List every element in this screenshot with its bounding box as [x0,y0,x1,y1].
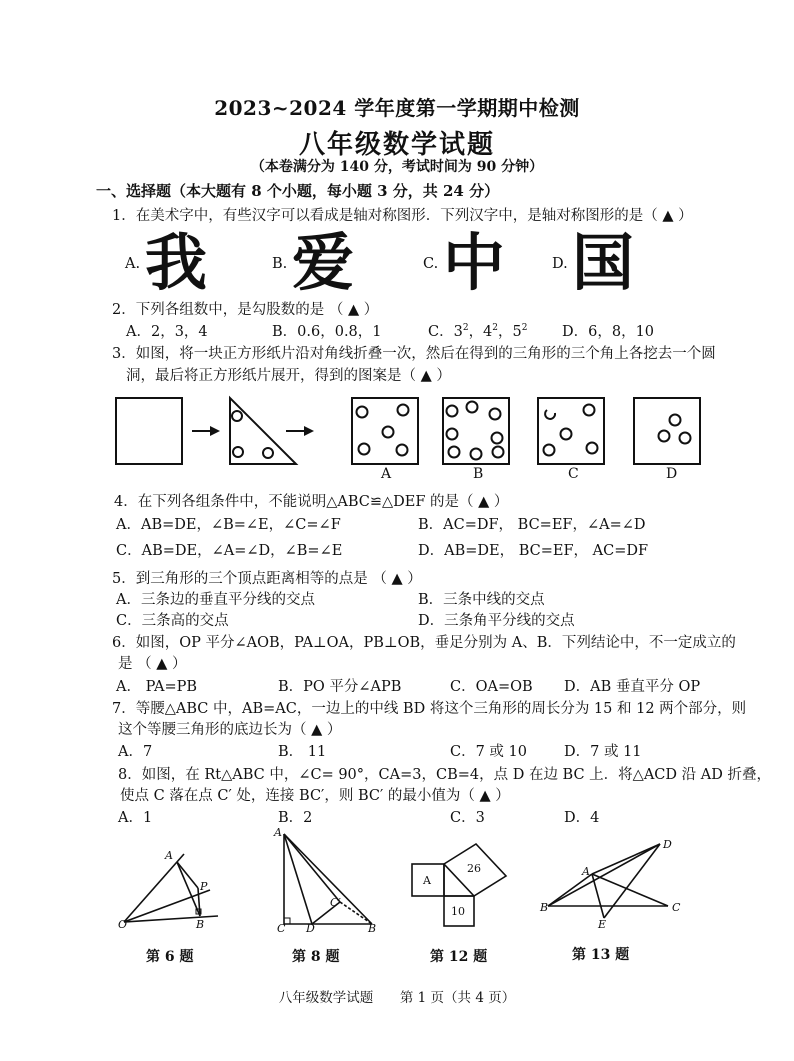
fig6-label-b: B [196,918,205,931]
section-heading: 一、选择题（本大题有 8 个小题，每小题 3 分，共 24 分） [96,182,500,200]
fig13-label-d: D [663,838,672,851]
q8-stem-line1: 8．如图，在 Rt△ABC 中，∠C= 90°，CA=3，CB=4，点 D 在边 BC 上．将△ACD 沿 AD 折叠， [118,767,771,783]
page-footer [0,986,794,1006]
fig6-label-p: P [200,880,208,893]
fig13-label-b: B [540,901,549,914]
fig8-label-a: A [274,826,282,839]
q1-option-a-char: 我 [145,226,208,299]
q1-option-a-label: A. [125,256,141,272]
q8-option-d: D．4 [564,810,600,826]
q8-option-a: A．1 [118,810,153,826]
figure-8-caption: 第 8 题 [292,949,340,965]
fig12-label-10: 10 [451,905,465,918]
q3-label-d: D [666,466,678,482]
arrow-icon [210,426,220,436]
q2-option-b: B．0.6，0.8，1 [272,324,382,340]
exam-year-title: 2023~2024 学年度第一学期期中检测 [214,96,580,120]
q2-stem: 2．下列各组数中，是勾股数的是 （ ▲ ） [112,302,379,318]
fig8-label-c: C [277,922,286,935]
q4-option-a: A．AB=DE，∠B=∠E，∠C=∠F [116,517,341,533]
fig13-label-a: A [582,865,590,878]
q1-option-b-label: B. [272,256,288,272]
q6-option-c: C．OA=OB [450,679,533,695]
q4-option-b: B．AC=DF， BC=EF，∠A=∠D [418,517,646,533]
q3-stem-line2: 洞，最后将正方形纸片展开，得到的图案是（ ▲ ） [126,368,451,384]
q1-stem: 1．在美术字中，有些汉字可以看成是轴对称图形．下列汉字中，是轴对称图形的是（ ▲ ） [112,208,693,224]
q3-label-c: C [568,466,579,482]
q3-label-b: B [473,466,484,482]
q1-option-d-char: 国 [572,226,635,299]
fig13-label-c: C [672,901,681,914]
q5-option-b: B．三条中线的交点 [418,592,545,608]
q5-stem: 5．到三角形的三个顶点距离相等的点是 （ ▲ ） [112,571,422,587]
arrow-icon [304,426,314,436]
fig6-label-o: O [118,918,128,931]
q6-option-a: A． PA=PB [116,679,198,695]
q1-option-b-char: 爱 [292,226,355,299]
q7-stem-line1: 7．等腰△ABC 中，AB=AC，一边上的中线 BD 将这个三角形的周长分为 15 和 12 两个部分，则 [112,701,747,717]
q7-option-d: D．7 或 11 [564,744,642,760]
fig13-label-e: E [598,918,607,931]
q3-option-b-pattern [443,398,509,464]
footer-page-number: 第 1 页（共 4 页） [399,990,516,1006]
q7-option-c: C．7 或 10 [450,744,527,760]
q2-option-d: D．6，8，10 [562,324,655,340]
q6-option-b: B．PO 平分∠APB [278,679,402,695]
fig12-label-26: 26 [467,862,481,875]
q1-option-d-label: D. [552,256,568,272]
exam-subject-title: 八年级数学试题 [298,130,495,160]
q7-option-a: A．7 [118,744,153,760]
q3-label-a: A [381,466,392,482]
q3-figure [100,392,720,492]
q1-option-c-char: 中 [443,226,506,299]
figure-12-caption: 第 12 题 [430,949,488,965]
q2-option-a: A．2，3，4 [126,324,208,340]
q6-stem-line2: 是 （ ▲ ） [118,656,187,672]
fig12-label-a: A [423,874,431,887]
fig8-label-d: D [306,922,315,935]
fig8-label-b: B [368,922,377,935]
q4-stem: 4．在下列各组条件中，不能说明△ABC≌△DEF 的是（ ▲ ） [114,494,509,510]
q7-option-b: B． 11 [278,744,327,760]
exam-info: （本卷满分为 140 分，考试时间为 90 分钟） [250,159,544,175]
q6-option-d: D．AB 垂直平分 OP [564,679,701,695]
q5-option-a: A．三条边的垂直平分线的交点 [116,592,315,608]
q3-stem-line1: 3．如图，将一块正方形纸片沿对角线折叠一次，然后在得到的三角形的三个角上各挖去一个圆 [112,346,716,362]
q4-option-c: C．AB=DE，∠A=∠D，∠B=∠E [116,543,343,559]
q7-stem-line2: 这个等腰三角形的底边长为（ ▲ ） [118,722,342,738]
q6-stem-line1: 6．如图，OP 平分∠AOB，PA⊥OA，PB⊥OB，垂足分别为 A、B．下列结论中，不一定成立的 [112,635,736,651]
fig6-label-a: A [165,849,173,862]
q8-stem-line2: 使点 C 落在点 C′ 处，连接 BC′，则 BC′ 的最小值为（ ▲ ） [120,788,510,804]
q8-option-c: C．3 [450,810,485,826]
figure-6-caption: 第 6 题 [146,949,194,965]
q8-option-b: B．2 [278,810,313,826]
fig8-label-c-prime: C′ [330,896,341,909]
footer-title: 八年级数学试题 [278,990,374,1006]
figure-13-caption: 第 13 题 [572,947,630,963]
q5-option-d: D．三条角平分线的交点 [418,613,575,629]
q4-option-d: D．AB=DE， BC=EF， AC=DF [418,543,649,559]
q2-option-c: C．$3^2$，$4^2$，$5^2$ [428,323,528,340]
q5-option-c: C．三条高的交点 [116,613,229,629]
q3-square-paper [116,398,182,464]
q1-option-c-label: C. [423,256,439,272]
